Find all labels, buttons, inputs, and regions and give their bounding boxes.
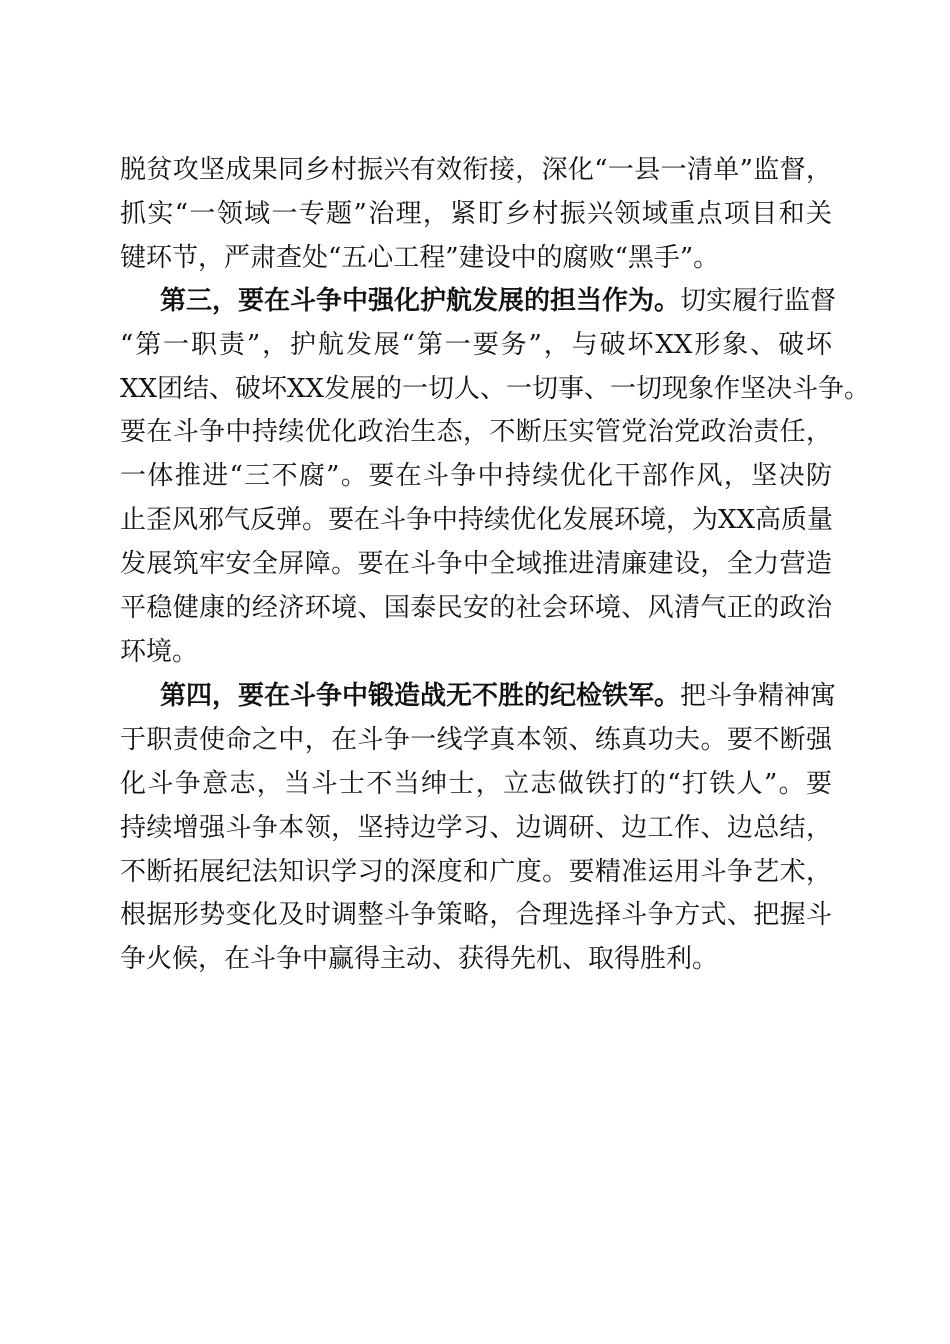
text-line: 环境。	[120, 637, 199, 667]
text-line	[160, 285, 837, 317]
text-line: “第一职责”，护航发展“第一要务”，与破坏XX形象、破坏	[120, 330, 832, 360]
text-line: 平稳健康的经济环境、国泰民安的社会环境、风清气正的政治	[120, 593, 832, 623]
text-span: 把斗争精神寓	[680, 681, 837, 711]
text-span: 切实履行监督	[680, 286, 837, 316]
text-line: 化斗争意志，当斗士不当绅士，立志做铁打的“打铁人”。要	[120, 769, 832, 799]
text-line: 根据形势变化及时调整斗争策略，合理选择斗争方式、把握斗	[120, 900, 832, 930]
text-line: 持续增强斗争本领，坚持边学习、边调研、边工作、边总结，	[120, 813, 832, 843]
text-line: 于职责使命之中，在斗争一线学真本领、练真功夫。要不断强	[120, 725, 832, 755]
text-line: XX团结、破坏XX发展的一切人、一切事、一切现象作坚决斗争。	[120, 374, 871, 404]
text-line: 键环节，严肃查处“五心工程”建设中的腐败“黑手”。	[120, 243, 720, 273]
text-line: 脱贫攻坚成果同乡村振兴有效衔接，深化“一县一清单”监督，	[120, 155, 832, 185]
text-line: 不断拓展纪法知识学习的深度和广度。要精准运用斗争艺术，	[120, 857, 832, 887]
text-line: 止歪风邪气反弹。要在斗争中持续优化发展环境，为XX高质量	[120, 505, 834, 535]
paragraph-heading: 第三，要在斗争中强化护航发展的担当作为。	[160, 286, 681, 316]
text-line: 发展筑牢安全屏障。要在斗争中全域推进清廉建设，全力营造	[120, 549, 832, 579]
text-line: 争火候，在斗争中赢得主动、获得先机、取得胜利。	[120, 944, 719, 974]
text-line: 抓实“一领域一专题”治理，紧盯乡村振兴领域重点项目和关	[120, 199, 832, 229]
paragraph-heading: 第四，要在斗争中锻造战无不胜的纪检铁军。	[160, 681, 681, 711]
text-line: 一体推进“三不腐”。要在斗争中持续优化干部作风，坚决防	[120, 461, 832, 491]
text-line: 要在斗争中持续优化政治生态，不断压实管党治党政治责任，	[120, 417, 832, 447]
text-line	[160, 680, 837, 712]
